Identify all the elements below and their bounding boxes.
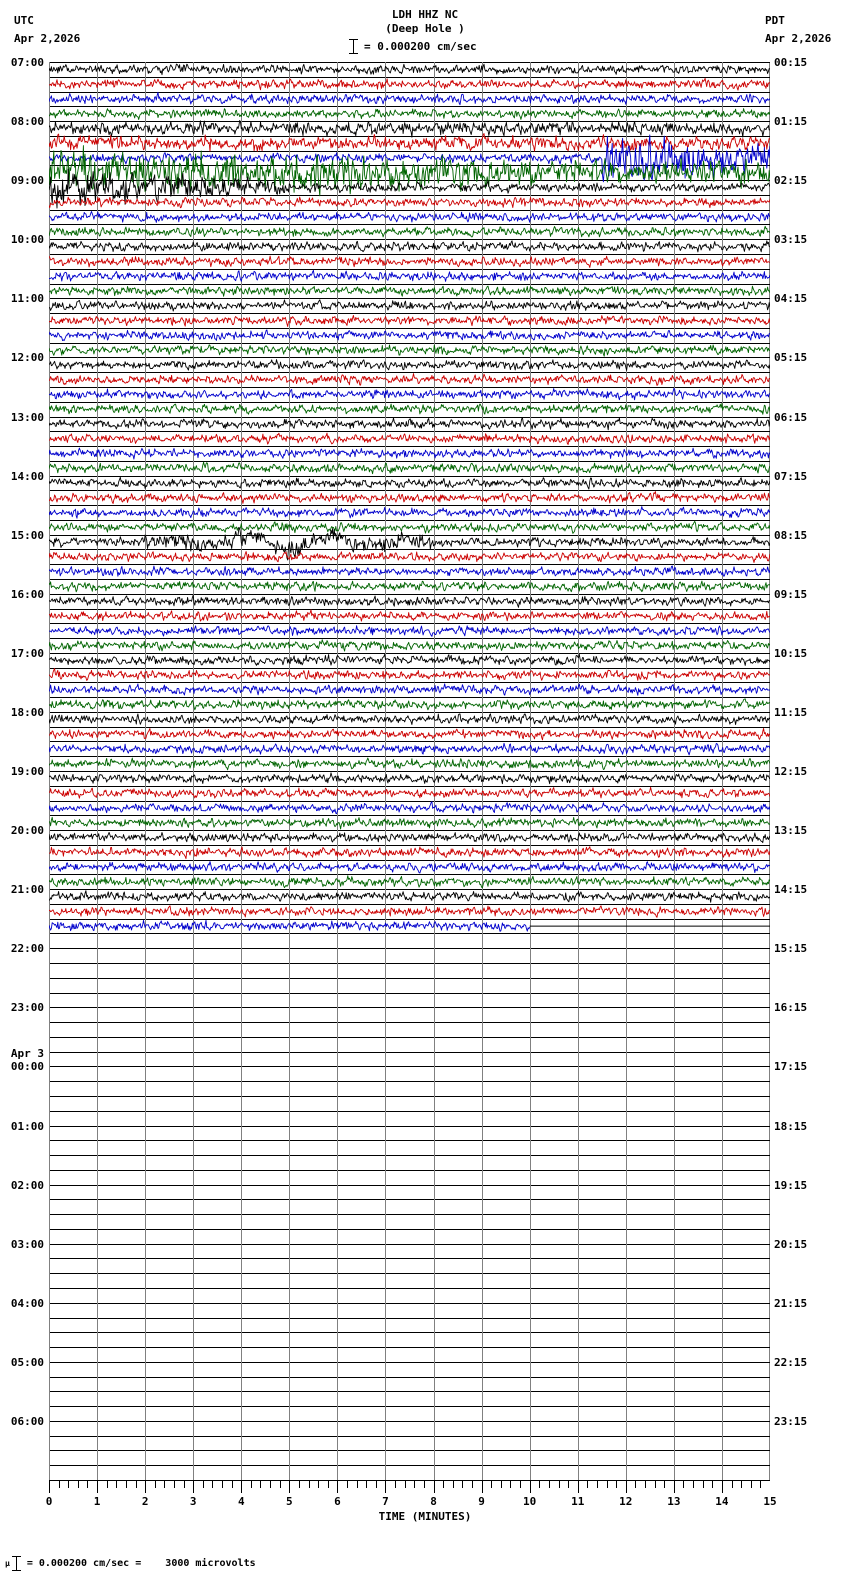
left-hour-label-15-00: 15:00 — [10, 528, 44, 542]
left-hour-label-19-00: 19:00 — [10, 765, 44, 778]
right-hour-label-16-15: 16:15 — [774, 1001, 808, 1015]
station-channel-title: LDH HHZ NC — [391, 8, 459, 21]
left-hour-label-23-00: 23:00 — [10, 1001, 44, 1015]
channel-description: (Deep Hole ) — [385, 22, 465, 35]
left-hour-label-18-00: 18:00 — [10, 705, 44, 719]
left-hour-label-06-00: 06:00 — [10, 1414, 44, 1428]
footer-scale-bar-icon — [12, 1556, 21, 1571]
right-hour-label-04-15: 04:15 — [774, 292, 808, 306]
left-hour-label-17-00: 17:00 — [10, 646, 44, 660]
left-hour-label-09-00: 09:00 — [10, 174, 44, 188]
x-axis-title: TIME (MINUTES) — [378, 1510, 472, 1523]
x-tick-8: 8 — [430, 1495, 437, 1508]
x-tick-5: 5 — [286, 1495, 293, 1508]
x-tick-13: 13 — [667, 1495, 681, 1508]
x-tick-3: 3 — [189, 1495, 197, 1508]
x-tick-12: 12 — [619, 1495, 633, 1508]
left-hour-label-12-00: 12:00 — [10, 351, 44, 365]
x-axis-ticks — [49, 1480, 770, 1494]
left-date-label: Apr 2,2026 — [14, 32, 81, 45]
right-hour-label-01-15: 01:15 — [774, 115, 808, 129]
right-hour-label-12-15: 12:15 — [774, 765, 808, 778]
left-hour-label-14-00: 14:00 — [10, 469, 44, 483]
right-hour-label-10-15: 10:15 — [774, 646, 808, 660]
left-hour-label-03-00: 03:00 — [10, 1237, 44, 1251]
scale-bar-icon — [349, 39, 358, 54]
x-tick-14: 14 — [715, 1495, 729, 1508]
left-timezone-label: UTC — [14, 14, 34, 27]
x-tick-0: 0 — [45, 1495, 53, 1508]
left-hour-label-16-00: 16:00 — [10, 587, 44, 601]
helicorder-plot[interactable] — [49, 62, 770, 1480]
right-date-label: Apr 2,2026 — [765, 32, 832, 45]
left-hour-label-05-00: 05:00 — [10, 1355, 44, 1369]
left-hour-label-07-00: 07:00 — [10, 56, 44, 69]
right-timezone-label: PDT — [765, 14, 785, 27]
x-tick-2: 2 — [141, 1495, 149, 1508]
x-tick-11: 11 — [571, 1495, 585, 1508]
right-hour-label-22-15: 22:15 — [774, 1355, 808, 1369]
right-hour-label-18-15: 18:15 — [774, 1119, 808, 1133]
right-hour-label-15-15: 15:15 — [774, 942, 808, 956]
left-hour-label-20-00: 20:00 — [10, 824, 44, 838]
right-hour-label-20-15: 20:15 — [774, 1237, 808, 1251]
right-hour-label-02-15: 02:15 — [774, 174, 808, 188]
x-tick-7: 7 — [382, 1495, 389, 1508]
right-hour-label-00-15: 00:15 — [774, 56, 808, 69]
footer-scale-text: = 0.000200 cm/sec = 3000 microvolts — [26, 1558, 256, 1569]
right-hour-label-13-15: 13:15 — [774, 824, 808, 838]
x-tick-4: 4 — [237, 1495, 245, 1508]
seismic-traces — [49, 62, 770, 1480]
left-hour-label-02-00: 02:00 — [10, 1178, 44, 1192]
right-hour-label-09-15: 09:15 — [774, 587, 808, 601]
left-hour-label-01-00: 01:00 — [10, 1119, 44, 1133]
footer-scale-note — [5, 1556, 256, 1571]
right-hour-label-08-15: 08:15 — [774, 528, 808, 542]
left-hour-label-04-00: 04:00 — [10, 1296, 44, 1310]
left-hour-label-10-00: 10:00 — [10, 233, 44, 247]
left-hour-label-11-00: 11:00 — [10, 292, 44, 306]
right-hour-label-06-15: 06:15 — [774, 410, 808, 424]
right-hour-label-11-15: 11:15 — [774, 705, 808, 719]
right-hour-label-23-15: 23:15 — [774, 1414, 808, 1428]
right-hour-label-19-15: 19:15 — [774, 1178, 808, 1192]
right-hour-label-14-15: 14:15 — [774, 883, 808, 897]
scale-bar-text: = 0.000200 cm/sec — [364, 39, 477, 53]
x-tick-6: 6 — [334, 1495, 341, 1508]
micro-symbol: μ — [5, 1559, 10, 1568]
right-hour-label-03-15: 03:15 — [774, 233, 808, 247]
day-marker-label: Apr 3 — [10, 1047, 44, 1061]
x-tick-9: 9 — [478, 1495, 485, 1508]
left-hour-label-08-00: 08:00 — [10, 115, 44, 129]
scale-bar-legend — [349, 37, 477, 55]
right-hour-label-05-15: 05:15 — [774, 351, 808, 365]
left-hour-label-13-00: 13:00 — [10, 410, 44, 424]
right-hour-label-17-15: 17:15 — [774, 1060, 808, 1074]
x-tick-10: 10 — [523, 1495, 537, 1508]
left-hour-label-21-00: 21:00 — [10, 883, 44, 897]
x-tick-1: 1 — [93, 1495, 101, 1508]
left-hour-label-22-00: 22:00 — [10, 942, 44, 956]
x-tick-15: 15 — [763, 1495, 777, 1508]
left-hour-label-00-00: 00:00 — [10, 1060, 44, 1074]
right-hour-label-21-15: 21:15 — [774, 1296, 808, 1310]
right-hour-label-07-15: 07:15 — [774, 469, 808, 483]
